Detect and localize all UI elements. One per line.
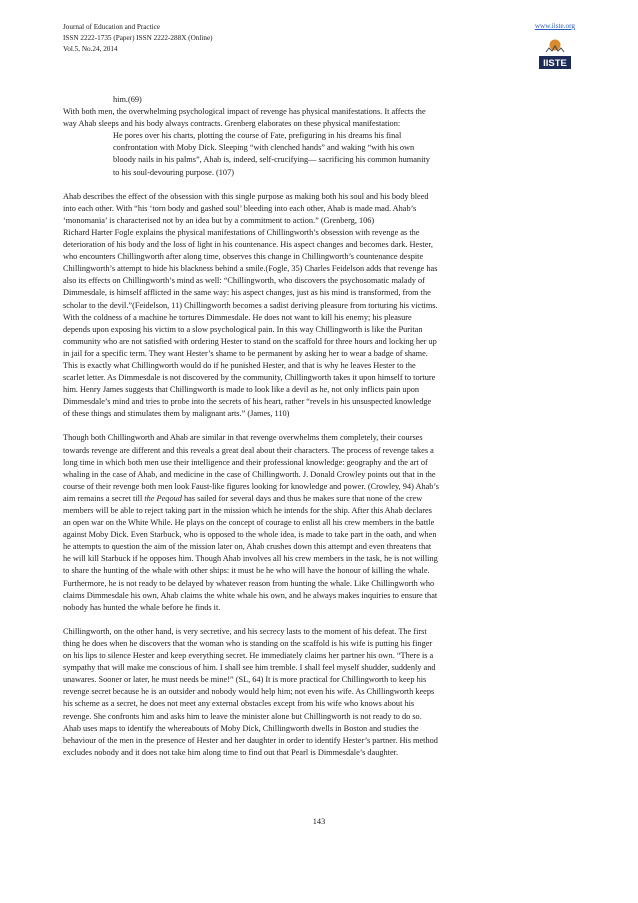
text-line: scarlet letter. As Dimmesdale is not discovered by the community, Chillingworth takes it upon himself to torture <box>63 373 436 383</box>
paragraph-gap <box>63 179 575 191</box>
text-line: revenge. She confronts him and asks him to leave the minister alone but Chillingworth is not ready to do so. <box>63 711 422 721</box>
text-line: long time in which both men use their intelligence and their professional knowledge: geography and the art of <box>63 457 428 467</box>
text-line: community who are not satisfied with ordering Hester to stand on the scaffold for three hours and locking her up <box>63 336 437 346</box>
text-line: he attempts to question the aim of the mission later on, Ahab crushes down this attempt and even threatens that <box>63 542 432 552</box>
quote-line: to his soul-devouring purpose. (107) <box>113 167 234 177</box>
text-line: claims Dimmesdale his own, Ahab claims the white whale his own, and he always makes inquiries to ensure that <box>63 590 438 600</box>
journal-title: Journal of Education and Practice <box>63 23 160 31</box>
text-line: of these things and stimulates them by malignant arts.” (James, 110) <box>63 409 290 419</box>
ship-name: the Peqoud <box>144 493 182 503</box>
text-line: unawares. Sooner or later, he must needs be mine!” (SL, 64) It is more practical for Chillingworth to keep his <box>63 675 427 685</box>
text-line: Ahab uses maps to identify the whereabouts of Moby Dick, Chillingworth dwells in Boston and studies the <box>63 723 419 733</box>
text-line: deterioration of his body and the loss of light in his countenance. His aspect changes and becomes dark. Hester, <box>63 240 433 250</box>
text-line: Furthermore, he is not ready to be delayed by whatever reason from hunting the whale. Like Chillingworth who <box>63 578 435 588</box>
text-line: With the coldness of a machine he tortures Dimmesdale. He does not want to kill his enemy; his pleasure <box>63 312 412 322</box>
quote-line: bloody nails in his palms”, Ahab is, indeed, self-crucifying— sacrificing his common humanity <box>113 155 430 165</box>
text-line: into each other. With “his ‘torn body and gashed soul’ bleeding into each other, Ahab is made mad. Ahab’s <box>63 203 417 213</box>
text-line: him. Henry James suggests that Chillingworth is made to look like a devil as he, not only inflicts pain upon <box>63 385 420 395</box>
quote-line: confrontation with Moby Dick. Sleeping “with clenched hands” and waking “with his own <box>113 143 415 153</box>
text-line: Ahab describes the effect of the obsession with this single purpose as making both his soul and his body bleed <box>63 191 429 201</box>
paragraph-gap <box>63 420 575 432</box>
text-line: With both men, the overwhelming psychological impact of revenge has physical manifestations. It affects the <box>63 107 426 117</box>
text-line: his scheme as a secret, he does not meet any external obstacles except from his wife who knows about his <box>63 699 415 709</box>
text-line: Dimmesdale, is himself afflicted in the same way: his aspect changes, just as his mind is transformed, from the <box>63 288 431 298</box>
text-line: way Ahab sleeps and his body always contracts. Grenberg elaborates on these physical manifestation: <box>63 119 401 129</box>
text-line: ‘monomania’ is characterised not by an idea but by a commitment to action.” (Grenberg, 106) <box>63 215 375 225</box>
text-line: to share the hunting of the whale with other ships: it must be he who will have the honour of killing the whale. <box>63 566 430 576</box>
text-line: behaviour of the men in the presence of Hester and her daughter in order to identify Hester’s partner. His method <box>63 735 438 745</box>
text-line: on his lips to silence Hester and keep everything secret. He immediately claims her partner his own. “There is a <box>63 651 434 661</box>
text-line: members will be able to reject taking part in the mission which he intends for the ship. After this Ahab declares <box>63 506 432 515</box>
text-line: towards revenge are different and this reveals a great deal about their characters. The process of revenge takes a <box>63 445 434 455</box>
text-line: Richard Harter Fogle explains the physical manifestations of Chillingworth’s obsession with revenge as the <box>63 227 420 237</box>
text-line: This is exactly what Chillingworth would do if he punished Hester, and that is why he leaves Hester to the <box>63 360 416 370</box>
page-number: 143 <box>312 817 326 826</box>
text-line: sympathy that will make me conscious of him. I shall see him tremble. I shall feel myself shudder, suddenly and <box>63 663 436 673</box>
text-segment: aim remains a secret till <box>63 493 145 503</box>
quote-line: He pores over his charts, plotting the course of Fate, prefiguring in his dreams his final <box>113 131 402 141</box>
text-line: revenge secret because he is an outsider and nobody would help him; not even his wife. As Chillingworth keeps <box>63 687 435 697</box>
text-line: also its effects on Chillingworth’s mind as well: “Chillingworth, who discovers the psychosomatic malady of <box>63 276 425 286</box>
text-line: thing he does when he discovers that the woman who is standing on the scaffold is his wife is putting his finger <box>63 638 433 648</box>
text-line: Dimmesdale’s mind and tries to probe into the secrets of his heart, rather “revels in his unsuspected knowledge <box>63 397 432 407</box>
text-line: in jail for a specific term. They want Hester’s shame to be permanent by asking her to wear a badge of shame. <box>63 348 428 358</box>
text-line: nobody has hunted the whale before he finds it. <box>63 602 221 612</box>
volume-line: Vol.5, No.24, 2014 <box>63 45 118 53</box>
text-line: excludes nobody and it does not take him along time to find out that Pearl is Dimmesdale’s daughter. <box>63 747 399 757</box>
text-line: depends upon exposing his victim to a slow psychological pain. In this way Chillingworth is like the Puritan <box>63 324 423 334</box>
text-line: course of their revenge both men look Faust-like figures looking for knowledge and power. (Crowley, 94) Ahab’s <box>63 481 439 491</box>
text-line: who encounters Chillingworth after along time, observes this change in Chillingworth’s countenance despite <box>63 252 424 262</box>
svg-text:IISTE: IISTE <box>543 58 567 69</box>
text-line: he will kill Starbuck if he opposes him. Though Ahab involves all his crew members in the task, he is not willing <box>63 554 438 564</box>
text-line: him.(69) <box>113 95 142 104</box>
block-quote <box>63 130 575 178</box>
journal-url-link[interactable]: www.iiste.org <box>534 22 575 30</box>
text-line: an open war on the White While. He plays on the concept of courage to enlist all his crew members in the battle <box>63 518 435 528</box>
text-line: Though both Chillingworth and Ahab are similar in that revenge overwhelms them completely, their courses <box>63 433 423 443</box>
text-line: against Moby Dick. Even Starbuck, who is opposed to the whole idea, is made to take part in the oath, and when <box>63 530 437 540</box>
text-line: whaling in the case of Ahab, and medicine in the case of Chillingworth. J. Donald Crowley points out that in the <box>63 469 436 479</box>
text-line: Chillingworth’s attempt to hide his blackness behind a smile.(Fogle, 35) Charles Feidelson adds that revenge has <box>63 264 438 274</box>
paragraph-gap <box>63 614 575 626</box>
text-line <box>63 493 575 505</box>
text-line: scholar to the devil.”(Feidelson, 11) Chillingworth becomes a sadist deriving pleasure from torturing his victims. <box>63 300 438 310</box>
iiste-logo-icon <box>537 34 573 72</box>
article-body <box>63 94 575 759</box>
page-header <box>63 22 575 80</box>
issn-line: ISSN 2222-1735 (Paper) ISSN 2222-288X (Online) <box>63 34 213 42</box>
text-segment: has sailed for several days and thus he makes sure that none of the crew <box>181 493 423 503</box>
text-line: Chillingworth, on the other hand, is very secretive, and his secrecy lasts to the moment of his defeat. The first <box>63 626 427 636</box>
